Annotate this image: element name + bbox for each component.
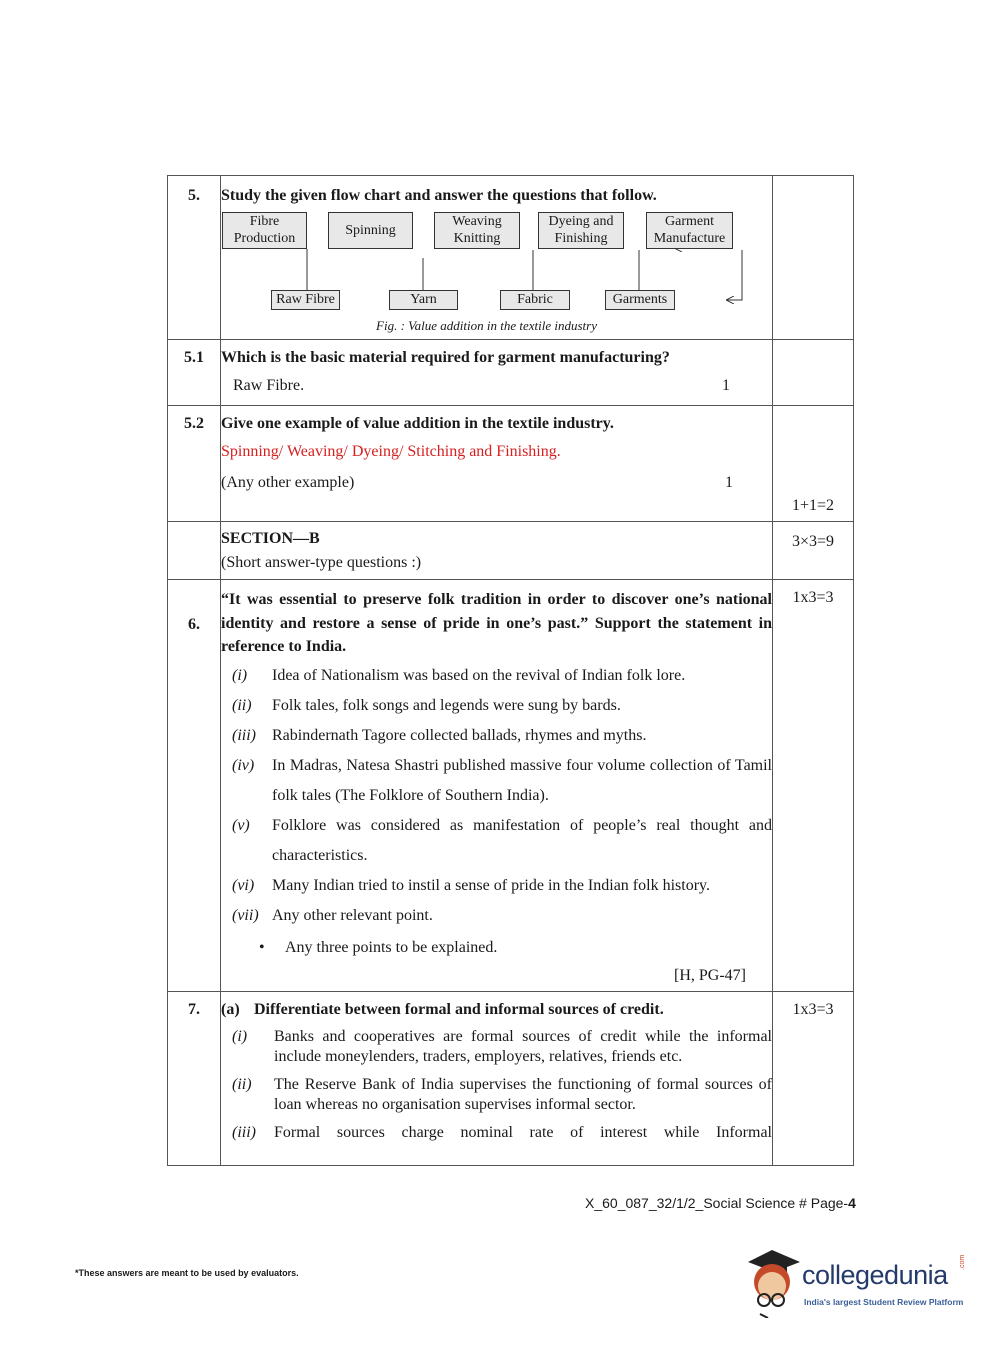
q5-2-marks-cell bbox=[773, 406, 854, 522]
q7-point bbox=[221, 1075, 772, 1115]
flow-box-line: Manufacture bbox=[653, 231, 726, 246]
mascot-icon bbox=[742, 1248, 802, 1318]
logo-tagline: India's largest Student Review Platform bbox=[804, 1297, 964, 1307]
q6-points bbox=[221, 661, 772, 931]
q5-2-row bbox=[168, 406, 854, 522]
flow-box-line: Weaving bbox=[452, 214, 502, 229]
q5-1-row bbox=[168, 340, 854, 406]
point-numeral: (vi) bbox=[232, 876, 255, 894]
point-text: Banks and cooperatives are formal sources of credit while the informal include moneylenders, traders, employers, relatives, friends etc. bbox=[274, 1028, 772, 1065]
point-numeral: (i) bbox=[232, 1028, 248, 1045]
q7-point bbox=[221, 1123, 772, 1143]
q5-2-body bbox=[221, 406, 773, 522]
page-footer-code bbox=[585, 1195, 856, 1211]
flow-box-line: Garment bbox=[665, 214, 714, 229]
flow-box-fabric: Fabric bbox=[500, 290, 570, 310]
evaluator-disclaimer: *These answers are meant to be used by evaluators. bbox=[75, 1268, 299, 1278]
q5-question: Study the given flow chart and answer the questions that follow. bbox=[221, 187, 657, 204]
q6-row bbox=[168, 580, 854, 992]
flow-box-garment-manufacture bbox=[646, 212, 733, 249]
q5-2-number: 5.2 bbox=[184, 415, 204, 432]
q5-1-question: Which is the basic material required for garment manufacturing? bbox=[221, 349, 670, 366]
point-numeral: (v) bbox=[232, 816, 250, 834]
flow-box-line: Dyeing and bbox=[548, 214, 614, 229]
q6-reference: [H, PG-47] bbox=[674, 966, 746, 984]
q5-1-number-cell bbox=[168, 340, 221, 406]
point-numeral: (iii) bbox=[232, 726, 256, 744]
q5-1-number: 5.1 bbox=[184, 349, 204, 366]
q6-body bbox=[221, 580, 773, 992]
point-text: Folk tales, folk songs and legends were sung by bards. bbox=[272, 696, 621, 714]
q7-point bbox=[221, 1027, 772, 1067]
q7-question: Differentiate between formal and informal sources of credit. bbox=[254, 1001, 664, 1018]
point-text: Formal sources charge nominal rate of interest while Informal bbox=[274, 1124, 772, 1141]
flow-box-line: Fibre bbox=[249, 214, 280, 229]
answer-table bbox=[167, 175, 854, 1166]
point-text: Many Indian tried to instil a sense of pride in the Indian folk history. bbox=[272, 876, 710, 894]
q5-2-note: (Any other example) bbox=[221, 474, 355, 491]
point-numeral: (ii) bbox=[232, 696, 252, 714]
q5-number: 5. bbox=[188, 187, 200, 204]
q7-row bbox=[168, 992, 854, 1166]
flow-box-spinning bbox=[328, 212, 413, 249]
q6-number: 6. bbox=[188, 616, 200, 633]
q5-2-number-cell bbox=[168, 406, 221, 522]
point-numeral: (i) bbox=[232, 666, 248, 684]
q7-body bbox=[221, 992, 773, 1166]
q5-1-answer: Raw Fibre. bbox=[233, 377, 305, 394]
q7-marks-cell bbox=[773, 992, 854, 1166]
collegedunia-logo[interactable] bbox=[742, 1248, 972, 1318]
q6-point bbox=[221, 901, 772, 931]
q5-2-question: Give one example of value addition in the textile industry. bbox=[221, 415, 614, 432]
q5-2-answer: Spinning/ Weaving/ Dyeing/ Stitching and Finishing. bbox=[221, 443, 561, 460]
q6-point bbox=[221, 691, 772, 721]
flow-box-dyeing-finishing bbox=[538, 212, 624, 249]
section-b-number-cell bbox=[168, 522, 221, 580]
q6-point bbox=[221, 871, 772, 901]
flow-box-yarn: Yarn bbox=[389, 290, 458, 310]
q6-bullet-text: Any three points to be explained. bbox=[285, 938, 498, 956]
q5-marks-cell bbox=[773, 176, 854, 340]
q5-2-total: 1+1=2 bbox=[791, 497, 835, 514]
section-b-row bbox=[168, 522, 854, 580]
q6-number-cell bbox=[168, 580, 221, 992]
q6-point bbox=[221, 721, 772, 751]
q7-question-row bbox=[221, 992, 772, 1019]
point-text: Any other relevant point. bbox=[272, 906, 433, 924]
point-text: Folklore was considered as manifestation of people’s real thought and characteristics. bbox=[272, 816, 772, 864]
q5-row bbox=[168, 176, 854, 340]
point-numeral: (iv) bbox=[232, 756, 255, 774]
page-code: X_60_087_32/1/2_Social Science # Page- bbox=[585, 1195, 849, 1211]
section-b-subtitle: (Short answer-type questions :) bbox=[221, 554, 422, 571]
q5-1-body bbox=[221, 340, 773, 406]
bullet-icon: • bbox=[259, 938, 265, 956]
point-numeral: (vii) bbox=[232, 906, 259, 924]
q6-bullet-row bbox=[221, 933, 772, 963]
logo-wordmark: collegedunia bbox=[802, 1260, 948, 1290]
q5-body bbox=[221, 176, 773, 340]
point-text: Idea of Nationalism was based on the revival of Indian folk lore. bbox=[272, 666, 686, 684]
section-b-marks-cell bbox=[773, 522, 854, 580]
q6-marks-cell bbox=[773, 580, 854, 992]
q6-question: “It was essential to preserve folk tradition in order to discover one’s national identity and restore a sense of pride in one’s past.” Support the statement in reference to India. bbox=[221, 591, 772, 655]
q5-1-marks-cell bbox=[773, 340, 854, 406]
q5-1-answer-row bbox=[221, 377, 772, 395]
q6-point bbox=[221, 751, 772, 811]
flow-box-fibre-production bbox=[222, 212, 307, 249]
flow-box-line: Spinning bbox=[345, 223, 396, 238]
flow-box-weaving-knitting bbox=[434, 212, 520, 249]
point-numeral: (ii) bbox=[232, 1076, 252, 1093]
flow-box-garments: Garments bbox=[605, 290, 675, 310]
flow-chart bbox=[221, 205, 772, 315]
point-numeral: (iii) bbox=[232, 1124, 256, 1141]
q7-part: (a) bbox=[221, 1001, 240, 1018]
q5-1-mark: 1 bbox=[722, 377, 730, 394]
section-b-marks: 3×3=9 bbox=[791, 533, 835, 550]
flow-box-line: Knitting bbox=[453, 231, 501, 246]
point-text: Rabindernath Tagore collected ballads, rhymes and myths. bbox=[272, 726, 647, 744]
flow-chart-caption: Fig. : Value addition in the textile industry bbox=[376, 318, 597, 333]
point-text: The Reserve Bank of India supervises the functioning of formal sources of loan whereas no organisation supervises informal sector. bbox=[274, 1076, 772, 1113]
q5-2-note-row bbox=[221, 474, 772, 492]
section-b-title: SECTION—B bbox=[221, 530, 320, 547]
logo-suffix: .com bbox=[959, 1254, 966, 1270]
flow-box-line: Finishing bbox=[554, 231, 608, 246]
section-b-body bbox=[221, 522, 773, 580]
q5-2-mark: 1 bbox=[725, 474, 733, 491]
q7-marks: 1x3=3 bbox=[792, 1001, 834, 1018]
flow-box-line: Production bbox=[233, 231, 296, 246]
q6-point bbox=[221, 661, 772, 691]
point-text: In Madras, Natesa Shastri published massive four volume collection of Tamil folk tales (The Folklore of Southern India). bbox=[272, 756, 772, 804]
q6-marks: 1x3=3 bbox=[792, 589, 834, 606]
q7-number-cell bbox=[168, 992, 221, 1166]
flow-box-raw-fibre: Raw Fibre bbox=[271, 290, 340, 310]
q6-point bbox=[221, 811, 772, 871]
q7-number: 7. bbox=[188, 1001, 200, 1018]
page-number: 4 bbox=[848, 1195, 856, 1211]
